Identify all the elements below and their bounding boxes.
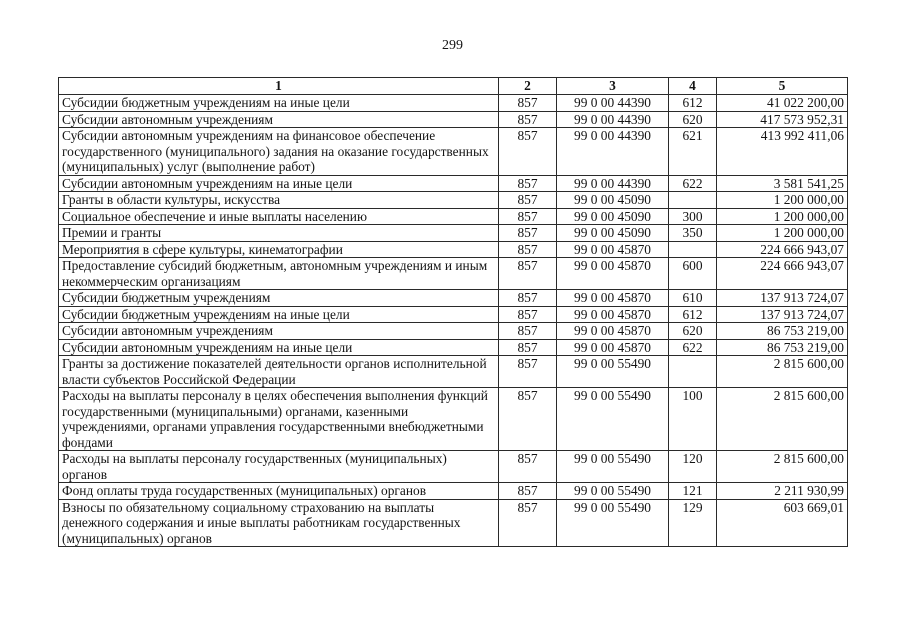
department-code-cell: 857	[499, 128, 557, 176]
expense-name-cell: Социальное обеспечение и иные выплаты населению	[59, 208, 499, 225]
department-code-cell: 857	[499, 499, 557, 547]
target-item-cell: 99 0 00 45870	[557, 323, 669, 340]
expense-type-cell: 622	[669, 339, 717, 356]
amount-cell: 1 200 000,00	[717, 208, 848, 225]
table-row	[59, 192, 848, 209]
expense-type-cell	[669, 192, 717, 209]
expense-type-cell: 621	[669, 128, 717, 176]
expense-name-cell: Субсидии автономным учреждениям	[59, 111, 499, 128]
expense-type-cell: 600	[669, 258, 717, 290]
department-code-cell: 857	[499, 290, 557, 307]
expense-name-cell: Субсидии бюджетным учреждениям на иные цели	[59, 306, 499, 323]
budget-table	[58, 77, 848, 547]
department-code-cell: 857	[499, 483, 557, 500]
expense-name-cell: Предоставление субсидий бюджетным, автономным учреждениям и иным некоммерческим организациям	[59, 258, 499, 290]
department-code-cell: 857	[499, 111, 557, 128]
expense-type-cell: 612	[669, 306, 717, 323]
target-item-cell: 99 0 00 55490	[557, 388, 669, 451]
expense-name-cell: Субсидии автономным учреждениям на финансовое обеспечение государственного (муниципального) задания на оказание государственных (муниципальных) услуг (выполнение работ)	[59, 128, 499, 176]
column-header-4: 4	[669, 78, 717, 95]
department-code-cell: 857	[499, 306, 557, 323]
expense-type-cell: 620	[669, 111, 717, 128]
target-item-cell: 99 0 00 45090	[557, 225, 669, 242]
department-code-cell: 857	[499, 323, 557, 340]
department-code-cell: 857	[499, 95, 557, 112]
target-item-cell: 99 0 00 44390	[557, 128, 669, 176]
amount-cell: 2 211 930,99	[717, 483, 848, 500]
amount-cell: 2 815 600,00	[717, 388, 848, 451]
table-row	[59, 306, 848, 323]
department-code-cell: 857	[499, 258, 557, 290]
expense-type-cell: 120	[669, 451, 717, 483]
amount-cell: 86 753 219,00	[717, 339, 848, 356]
table-row	[59, 241, 848, 258]
expense-type-cell: 620	[669, 323, 717, 340]
expense-type-cell	[669, 241, 717, 258]
target-item-cell: 99 0 00 45870	[557, 339, 669, 356]
header-row	[59, 78, 848, 95]
expense-name-cell: Премии и гранты	[59, 225, 499, 242]
amount-cell: 2 815 600,00	[717, 356, 848, 388]
table-row	[59, 451, 848, 483]
target-item-cell: 99 0 00 44390	[557, 111, 669, 128]
expense-name-cell: Субсидии автономным учреждениям	[59, 323, 499, 340]
amount-cell: 137 913 724,07	[717, 306, 848, 323]
expense-name-cell: Расходы на выплаты персоналу в целях обеспечения выполнения функций государственными (муниципальными) органами, казенными учреждениями, органами управления государственными внебюджетными фондами	[59, 388, 499, 451]
expense-type-cell	[669, 356, 717, 388]
expense-type-cell: 300	[669, 208, 717, 225]
target-item-cell: 99 0 00 45090	[557, 208, 669, 225]
department-code-cell: 857	[499, 388, 557, 451]
table-row	[59, 499, 848, 547]
page-number: 299	[442, 38, 463, 53]
expense-name-cell: Мероприятия в сфере культуры, кинематографии	[59, 241, 499, 258]
department-code-cell: 857	[499, 225, 557, 242]
department-code-cell: 857	[499, 241, 557, 258]
expense-type-cell: 350	[669, 225, 717, 242]
table-row	[59, 175, 848, 192]
department-code-cell: 857	[499, 451, 557, 483]
department-code-cell: 857	[499, 175, 557, 192]
table-row	[59, 339, 848, 356]
amount-cell: 41 022 200,00	[717, 95, 848, 112]
target-item-cell: 99 0 00 44390	[557, 175, 669, 192]
table-row	[59, 356, 848, 388]
table-row	[59, 388, 848, 451]
target-item-cell: 99 0 00 55490	[557, 356, 669, 388]
expense-name-cell: Гранты за достижение показателей деятельности органов исполнительной власти субъектов Российской Федерации	[59, 356, 499, 388]
department-code-cell: 857	[499, 192, 557, 209]
table-row	[59, 128, 848, 176]
department-code-cell: 857	[499, 339, 557, 356]
column-header-2: 2	[499, 78, 557, 95]
target-item-cell: 99 0 00 55490	[557, 483, 669, 500]
column-header-1: 1	[59, 78, 499, 95]
amount-cell: 224 666 943,07	[717, 258, 848, 290]
table-row	[59, 483, 848, 500]
target-item-cell: 99 0 00 45870	[557, 290, 669, 307]
amount-cell: 137 913 724,07	[717, 290, 848, 307]
expense-name-cell: Субсидии бюджетным учреждениям	[59, 290, 499, 307]
table-row	[59, 95, 848, 112]
target-item-cell: 99 0 00 44390	[557, 95, 669, 112]
expense-name-cell: Субсидии автономным учреждениям на иные цели	[59, 339, 499, 356]
table-row	[59, 225, 848, 242]
expense-name-cell: Субсидии бюджетным учреждениям на иные цели	[59, 95, 499, 112]
department-code-cell: 857	[499, 356, 557, 388]
expense-name-cell: Гранты в области культуры, искусства	[59, 192, 499, 209]
target-item-cell: 99 0 00 45090	[557, 192, 669, 209]
expense-type-cell: 612	[669, 95, 717, 112]
table-row	[59, 111, 848, 128]
expense-type-cell: 100	[669, 388, 717, 451]
table-row	[59, 208, 848, 225]
expense-name-cell: Субсидии автономным учреждениям на иные цели	[59, 175, 499, 192]
target-item-cell: 99 0 00 45870	[557, 306, 669, 323]
table-row	[59, 323, 848, 340]
expense-name-cell: Расходы на выплаты персоналу государственных (муниципальных) органов	[59, 451, 499, 483]
department-code-cell: 857	[499, 208, 557, 225]
expense-name-cell: Фонд оплаты труда государственных (муниципальных) органов	[59, 483, 499, 500]
amount-cell: 417 573 952,31	[717, 111, 848, 128]
target-item-cell: 99 0 00 55490	[557, 451, 669, 483]
expense-type-cell: 610	[669, 290, 717, 307]
amount-cell: 3 581 541,25	[717, 175, 848, 192]
expense-type-cell: 121	[669, 483, 717, 500]
amount-cell: 1 200 000,00	[717, 225, 848, 242]
table-row	[59, 258, 848, 290]
expense-type-cell: 129	[669, 499, 717, 547]
amount-cell: 413 992 411,06	[717, 128, 848, 176]
amount-cell: 603 669,01	[717, 499, 848, 547]
column-header-5: 5	[717, 78, 848, 95]
amount-cell: 1 200 000,00	[717, 192, 848, 209]
column-header-3: 3	[557, 78, 669, 95]
expense-type-cell: 622	[669, 175, 717, 192]
target-item-cell: 99 0 00 55490	[557, 499, 669, 547]
amount-cell: 2 815 600,00	[717, 451, 848, 483]
expense-name-cell: Взносы по обязательному социальному страхованию на выплаты денежного содержания и иные выплаты работникам государственных (муниципальных) органов	[59, 499, 499, 547]
table-row	[59, 290, 848, 307]
target-item-cell: 99 0 00 45870	[557, 241, 669, 258]
target-item-cell: 99 0 00 45870	[557, 258, 669, 290]
amount-cell: 224 666 943,07	[717, 241, 848, 258]
amount-cell: 86 753 219,00	[717, 323, 848, 340]
